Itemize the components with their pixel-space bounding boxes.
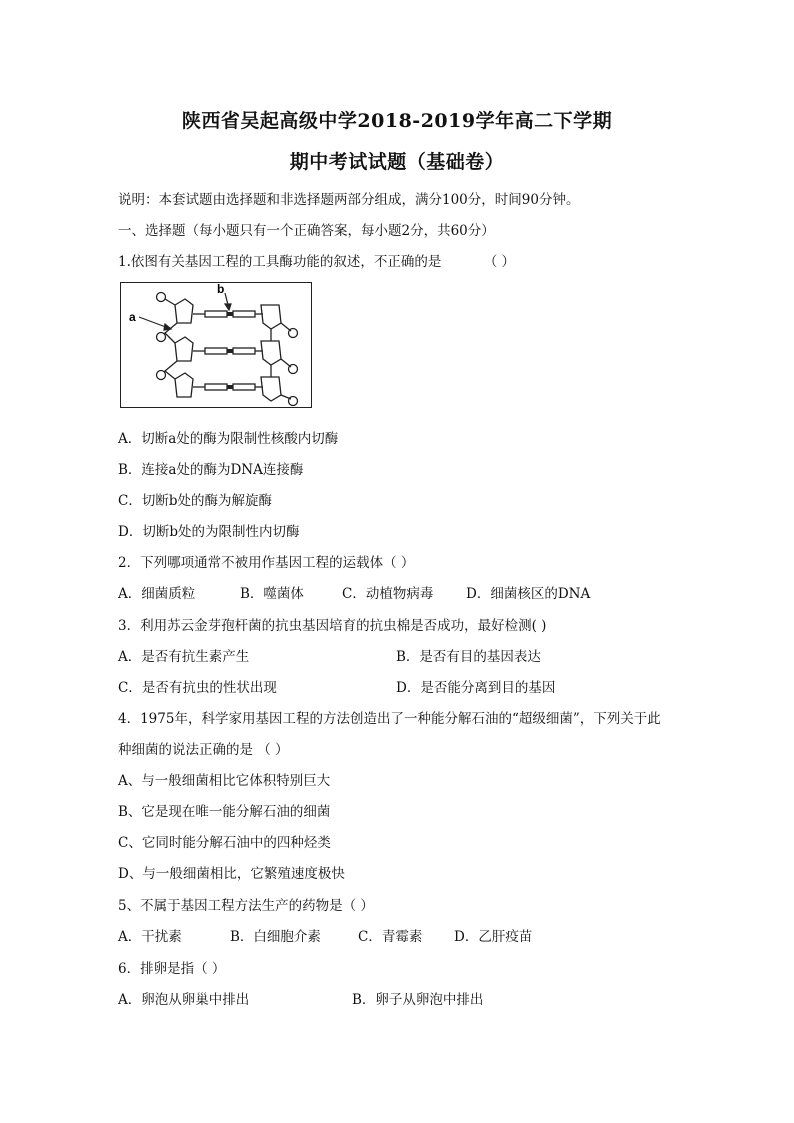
question-3-stem: 3．利用苏云金芽孢杆菌的抗虫基因培育的抗虫棉是否成功，最好检测( ) (118, 618, 547, 634)
q1-option-b: B．连接a处的酶为DNA连接酶 (118, 462, 304, 478)
question-1-stem (118, 250, 515, 270)
phosphate-circle (157, 371, 166, 380)
q3-option-d: D．是否能分离到目的基因 (396, 680, 556, 696)
phosphate-circle (289, 329, 298, 338)
hydrogen-bond (227, 385, 233, 389)
base-block (205, 311, 227, 317)
question-2-stem: 2．下列哪项通常不被用作基因工程的运载体（ ） (118, 555, 415, 571)
question-1-text: 1.依图有关基因工程的工具酶功能的叙述，不正确的是 (118, 254, 442, 270)
sugar-pentagon (175, 299, 193, 323)
instructions: 说明：本套试题由选择题和非选择题两部分组成，满分100分，时间90分钟。 (118, 192, 580, 208)
dna-structure-figure (120, 282, 312, 408)
phosphate-circle (289, 365, 298, 374)
q2-option-b: B．噬菌体 (240, 586, 304, 602)
q4-option-a: A、与一般细菌相比它体积特别巨大 (118, 773, 331, 789)
q6-option-b: B．卵子从卵泡中排出 (352, 992, 484, 1008)
q4-option-d: D、与一般细菌相比，它繁殖速度极快 (118, 866, 345, 882)
q5-option-d: D．乙肝疫苗 (454, 929, 533, 945)
base-block (233, 384, 255, 390)
answer-blank: （ ） (483, 254, 515, 270)
page-title-line-2: 期中考试试题（基础卷） (289, 151, 505, 173)
question-6-stem: 6．排卵是指（ ） (118, 961, 226, 977)
question-5-stem: 5、不属于基因工程方法生产的药物是（ ） (118, 898, 374, 914)
phosphate-circle (157, 333, 166, 342)
sugar-pentagon (261, 377, 281, 401)
q1-option-c: C．切断b处的酶为解旋酶 (118, 493, 272, 509)
sugar-pentagon (175, 373, 193, 397)
q5-option-b: B．白细胞介素 (230, 929, 321, 945)
q1-option-a: A．切断a处的酶为限制性核酸内切酶 (118, 431, 339, 447)
q4-option-c: C、它同时能分解石油中的四种烃类 (118, 835, 331, 851)
q5-option-a: A．干扰素 (118, 929, 182, 945)
page-title-line-1: 陕西省吴起高级中学2018-2019学年高二下学期 (181, 110, 613, 132)
phosphate-circle (289, 397, 298, 406)
hydrogen-bond (227, 312, 233, 316)
dna-diagram (121, 283, 311, 407)
base-block (205, 384, 227, 390)
question-4-stem-line-2: 种细菌的说法正确的是 （ ） (118, 742, 289, 758)
q6-option-a: A．卵泡从卵巢中排出 (118, 992, 250, 1008)
label-b: b (217, 283, 225, 296)
q2-option-d: D．细菌核区的DNA (466, 586, 591, 602)
sugar-pentagon (175, 337, 193, 361)
phosphate-circle (157, 293, 166, 302)
base-block (205, 348, 227, 354)
label-a: a (129, 310, 136, 324)
q3-option-a: A．是否有抗生素产生 (118, 649, 250, 665)
sugar-pentagon (261, 305, 281, 329)
q2-option-c: C．动植物病毒 (342, 586, 434, 602)
section-heading: 一、选择题（每小题只有一个正确答案，每小题2分，共60分） (118, 223, 495, 239)
q3-option-b: B．是否有目的基因表达 (396, 649, 541, 665)
sugar-pentagon (261, 341, 281, 365)
q2-option-a: A．细菌质粒 (118, 586, 196, 602)
hydrogen-bond (227, 349, 233, 353)
q1-option-d: D．切断b处的为限制性内切酶 (118, 524, 300, 540)
base-block (233, 311, 255, 317)
question-4-stem-line-1: 4．1975年，科学家用基因工程的方法创造出了一种能分解石油的“超级细菌”，下列关于此 (118, 711, 661, 727)
q5-option-c: C．青霉素 (358, 929, 423, 945)
q3-option-c: C．是否有抗虫的性状出现 (118, 680, 277, 696)
base-block (233, 348, 255, 354)
q4-option-b: B、它是现在唯一能分解石油的细菌 (118, 804, 331, 820)
